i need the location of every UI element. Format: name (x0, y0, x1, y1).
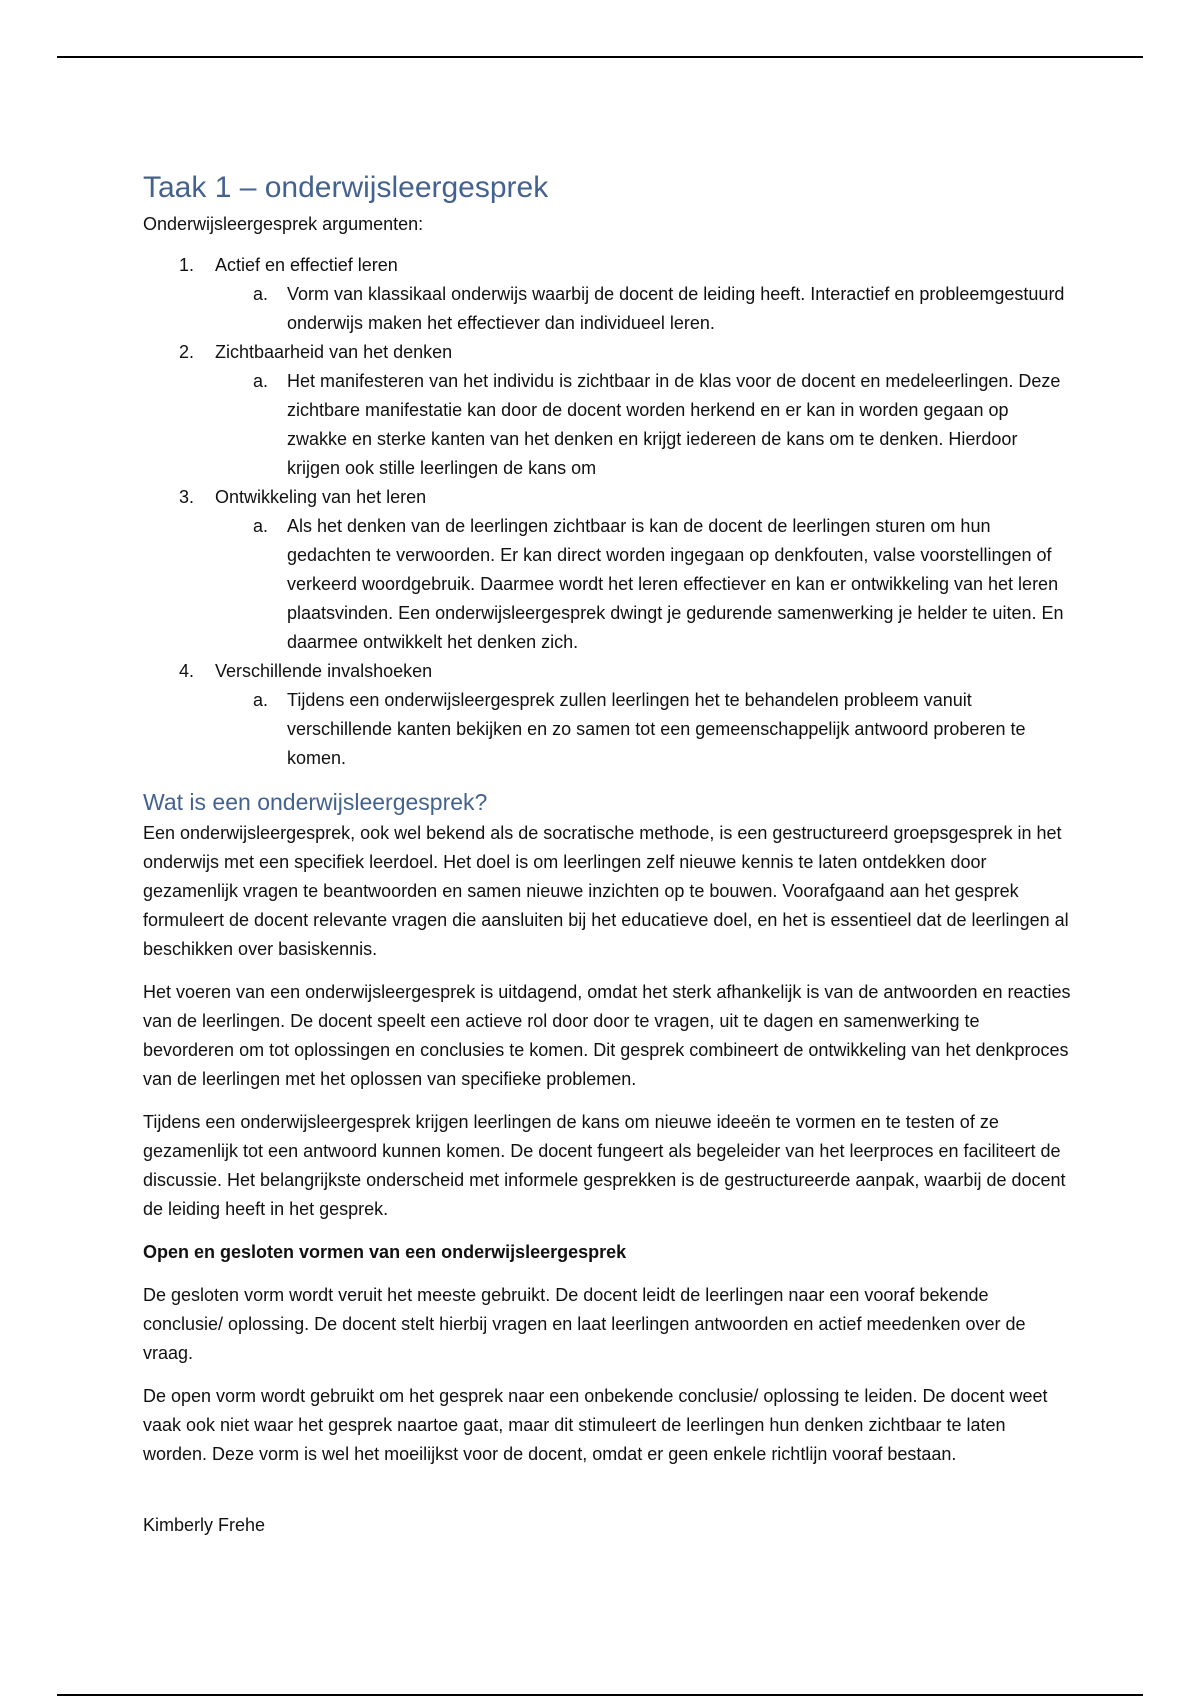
argument-detail-item (215, 686, 1073, 773)
argument-number: 2. (179, 342, 195, 362)
argument-detail-item (215, 280, 1073, 338)
argument-label: Ontwikkeling van het leren (215, 487, 427, 507)
argument-detail-item (215, 512, 1073, 657)
argument-label: Zichtbaarheid van het denken (215, 342, 453, 362)
argument-list (143, 251, 1073, 773)
detail-letter: a. (253, 690, 269, 710)
argument-number: 3. (179, 487, 195, 507)
argument-item (143, 657, 1073, 773)
argument-number: 4. (179, 661, 195, 681)
intro-text: Onderwijsleergesprek argumenten: (143, 214, 424, 234)
body-paragraph: Het voeren van een onderwijsleergesprek is uitdagend, omdat het sterk afhankelijk is van de antwoorden en reacties van de leerlingen. De docent speelt een actieve rol door door te vragen, uit te dagen en samenwerking te bevorderen om tot oplossingen en conclusies te komen. Dit gesprek combineert de ontwikkeling van het denkproces van de leerlingen met het oplossen van specifieke problemen. (143, 982, 1071, 1089)
argument-item (143, 483, 1073, 657)
author-name: Kimberly Frehe (143, 1515, 266, 1535)
argument-detail: Als het denken van de leerlingen zichtbaar is kan de docent de leerlingen sturen om hun gedachten te verwoorden. Er kan direct worden ingegaan op denkfouten, valse voorstellingen of verkeerd woordgebruik. Daarmee wordt het leren effectiever en kan er ontwikkeling van het leren plaatsvinden. Een onderwijsleergesprek dwingt je gedurende samenwerking je helder te uiten. En daarmee ontwikkelt het denken zich. (287, 516, 1064, 652)
argument-detail: Tijdens een onderwijsleergesprek zullen leerlingen het te behandelen probleem vanuit verschillende kanten bekijken en zo samen tot een gemeenschappelijk antwoord proberen te komen. (287, 690, 1026, 768)
body-paragraph: De gesloten vorm wordt veruit het meeste gebruikt. De docent leidt de leerlingen naar een vooraf bekende conclusie/ oplossing. De docent stelt hierbij vragen en laat leerlingen antwoorden en actief meedenken over de vraag. (143, 1285, 1026, 1363)
argument-item (143, 338, 1073, 483)
body-paragraph: Een onderwijsleergesprek, ook wel bekend als de socratische methode, is een gestructureerd groepsgesprek in het onderwijs met een specifiek leerdoel. Het doel is om leerlingen zelf nieuwe kennis te laten ontdekken door gezamenlijk vragen te beantwoorden en samen nieuwe inzichten op te bouwen. Voorafgaand aan het gesprek formuleert de docent relevante vragen die aansluiten bij het educatieve doel, en het is essentieel dat de leerlingen al beschikken over basiskennis. (143, 823, 1069, 959)
argument-item (143, 251, 1073, 338)
header-rule (57, 56, 1143, 58)
argument-detail: Vorm van klassikaal onderwijs waarbij de docent de leiding heeft. Interactief en probleemgestuurd onderwijs maken het effectiever dan individueel leren. (287, 284, 1065, 333)
argument-detail: Het manifesteren van het individu is zichtbaar in de klas voor de docent en medeleerlingen. Deze zichtbare manifestatie kan door de docent worden herkend en er kan in worden gegaan op zwakke en sterke kanten van het denken en krijgt iedereen de kans om te denken. Hierdoor krijgen ook stille leerlingen de kans om (287, 371, 1061, 478)
body-paragraph: De open vorm wordt gebruikt om het gesprek naar een onbekende conclusie/ oplossing te leiden. De docent weet vaak ook niet waar het gesprek naartoe gaat, maar dit stimuleert de leerlingen hun denken zichtbaar te laten worden. Deze vorm is wel het moeilijkst voor de docent, omdat er geen enkele richtlijn vooraf bestaan. (143, 1386, 1048, 1464)
section-heading: Wat is een onderwijsleergesprek? (143, 789, 488, 815)
argument-label: Verschillende invalshoeken (215, 661, 433, 681)
body-paragraph: Tijdens een onderwijsleergesprek krijgen leerlingen de kans om nieuwe ideeën te vormen en te testen of ze gezamenlijk tot een antwoord kunnen komen. De docent fungeert als begeleider van het leerproces en faciliteert de discussie. Het belangrijkste onderscheid met informele gesprekken is de gestructureerde aanpak, waarbij de docent de leiding heeft in het gesprek. (143, 1112, 1066, 1219)
argument-sublist (215, 512, 1073, 657)
document-title: Taak 1 – onderwijsleergesprek (143, 171, 549, 204)
detail-letter: a. (253, 371, 269, 391)
argument-label: Actief en effectief leren (215, 255, 398, 275)
argument-number: 1. (179, 255, 195, 275)
detail-letter: a. (253, 516, 269, 536)
argument-detail-item (215, 367, 1073, 483)
footer-rule (57, 1694, 1143, 1696)
argument-sublist (215, 367, 1073, 483)
document-body (143, 166, 1073, 1540)
argument-sublist (215, 686, 1073, 773)
argument-sublist (215, 280, 1073, 338)
detail-letter: a. (253, 284, 269, 304)
bold-subheading: Open en gesloten vormen van een onderwijsleergesprek (143, 1242, 627, 1262)
